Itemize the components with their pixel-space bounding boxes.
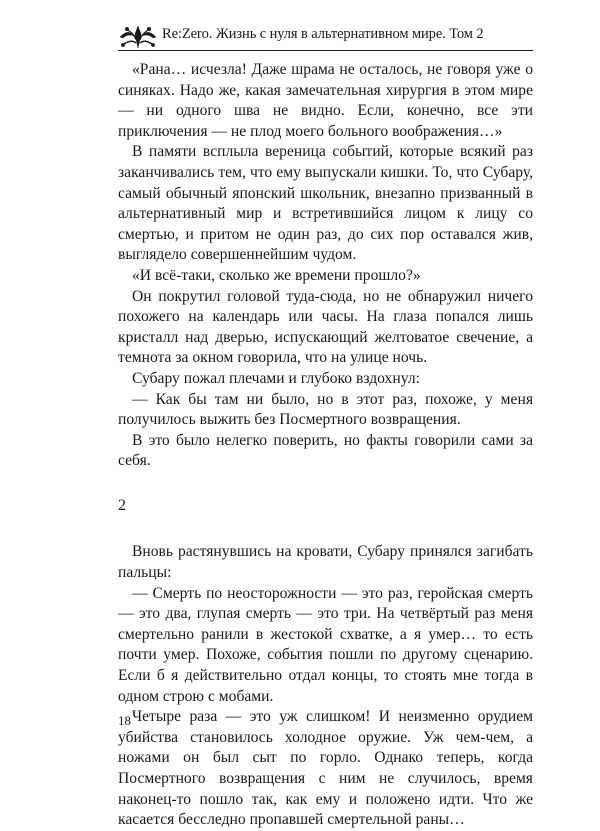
running-title: Re:Zero. Жизнь с нуля в альтернативном мире. Том 2 [162, 26, 484, 42]
paragraph: Он покрутил головой туда-сюда, но не обнаружил ничего похожего на календарь или часы. На глаза попался лишь кристалл над дверью, испускающий желтоватое свечение, а темнота за окном говорила, что на улице ночь. [118, 287, 533, 367]
paragraph: — Как бы там ни было, но в этот раз, похоже, у меня получилось выжить без Посмертного возвращения. [118, 390, 533, 429]
paragraph: Субару пожал плечами и глубоко вздохнул: [132, 369, 420, 387]
paragraph: В памяти всплыла вереница событий, которые всякий раз заканчивались тем, что ему выпускали кишки. То, что Субару, самый обычный японский школьник, внезапно призванный в альтернативный мир и встретившийся лицом к лицу со смертью, и притом не один раз, до сих пор оставался жив, выглядело совершеннейшим чудом. [118, 143, 533, 264]
paragraph: В это было нелегко поверить, но факты говорили сами за себя. [118, 431, 533, 470]
paragraph: Вновь растянувшись на кровати, Субару принялся загибать пальцы: [118, 543, 533, 582]
fleuron-icon [118, 22, 158, 52]
paragraph: «Рана… исчезла! Даже шрама не осталось, не говоря уже о синяках. Надо же, какая замечательная хирургия в этом мире — ни одного шва не видно. Если, конечно, все эти приключения — не плод моего больного воображения…» [118, 61, 533, 140]
paragraph: — Смерть по неосторожности — это раз, геройская смерть — это два, глупая смерть — это три. На четвёртый раз меня смертельно ранили в жестокой схватке, а я умер… то есть почти умер. Похоже, события пошли по другому сценарию. Если б я действительно отдал концы, то стоять мне тогда в одном строю с мобами. [118, 584, 533, 705]
page-body [118, 60, 533, 831]
section-number: 2 [118, 496, 126, 514]
paragraph: «И всё-таки, сколько же времени прошло?» [132, 266, 421, 284]
paragraph: Четыре раза — это уж слишком! И неизменно орудием убийства становилось холодное оружие. Уж чем-чем, а ножами он был сыт по горло. Однако теперь, когда Посмертного возвращения с ним не случилось, время наконец-то пошло так, как ему и положено идти. Что же касается бесследно пропавшей смертельной раны… [118, 708, 533, 829]
running-header [118, 22, 533, 52]
page-number: 18 [118, 713, 131, 728]
header-rule [118, 50, 533, 51]
